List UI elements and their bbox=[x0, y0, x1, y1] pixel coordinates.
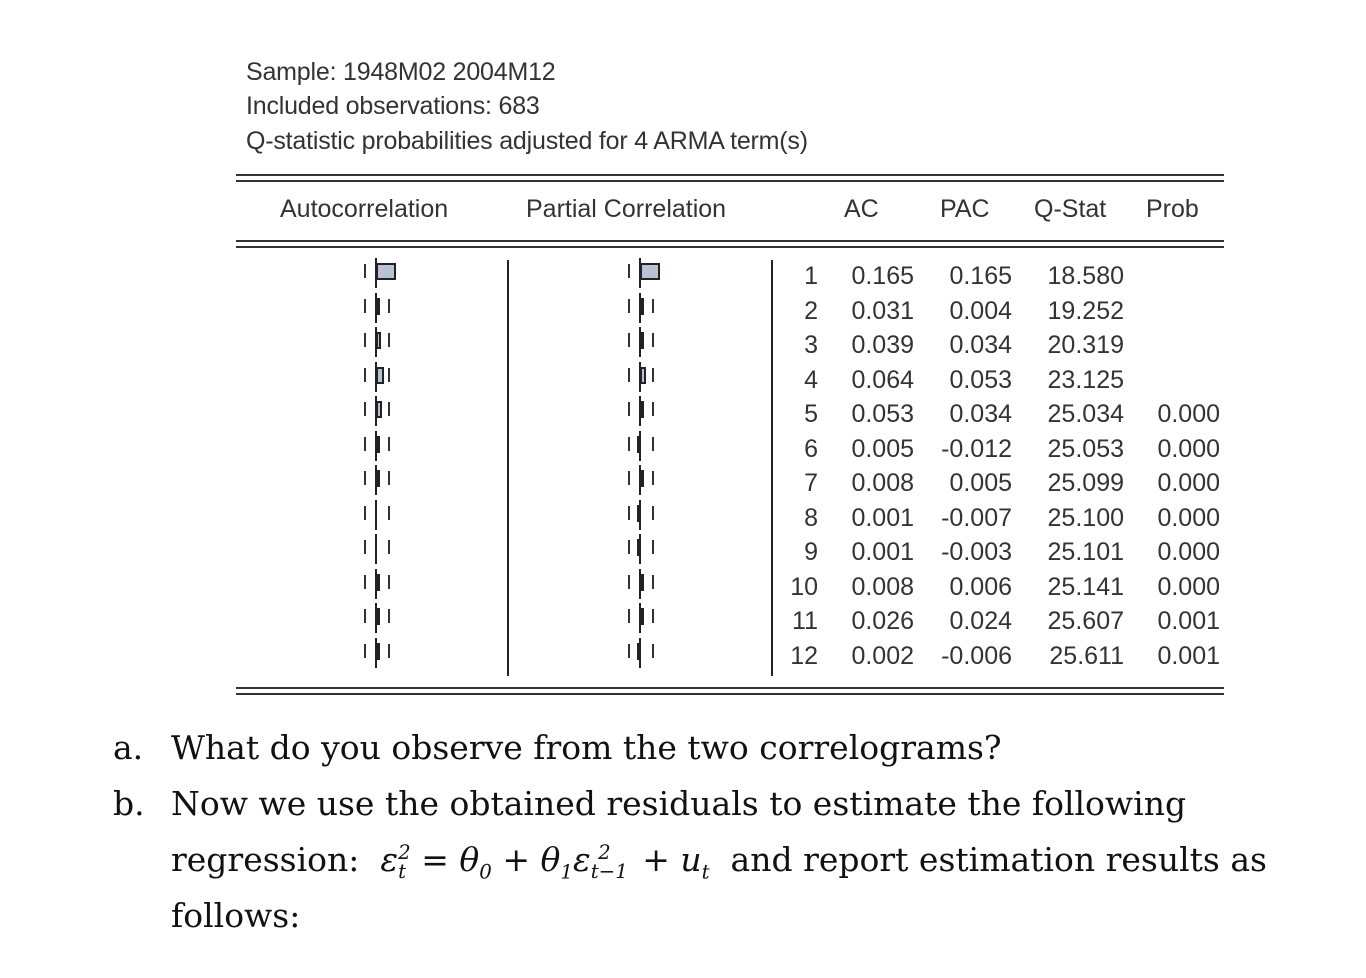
col-partial-correlation: Partial Correlation bbox=[526, 195, 727, 223]
ac-correlogram-upper-bound bbox=[388, 609, 390, 623]
ac-correlogram-upper-bound bbox=[388, 368, 390, 382]
qstat-cell: 19.252 bbox=[1047, 296, 1124, 325]
ac-correlogram-lower-bound bbox=[364, 333, 366, 347]
lag-cell: 2 bbox=[804, 296, 818, 325]
ac-correlogram-upper-bound bbox=[388, 437, 390, 451]
pac-correlogram-axis bbox=[639, 362, 641, 392]
pac-correlogram-upper-bound bbox=[652, 575, 654, 589]
lag-cell: 6 bbox=[804, 434, 818, 463]
lag-cell: 5 bbox=[804, 400, 818, 428]
col-autocorrelation: Autocorrelation bbox=[280, 195, 449, 223]
pac-correlogram-bar bbox=[640, 470, 644, 487]
ac-correlogram-axis bbox=[375, 258, 377, 288]
pac-correlogram-lower-bound bbox=[628, 644, 630, 658]
ac-correlogram-axis bbox=[375, 569, 377, 599]
ac-correlogram-axis bbox=[375, 465, 377, 495]
pac-correlogram-bar bbox=[640, 574, 644, 591]
pac-correlogram-bar bbox=[640, 263, 660, 280]
qstat-cell: 25.053 bbox=[1047, 434, 1124, 463]
pac-correlogram-upper-bound bbox=[652, 506, 654, 520]
ac-correlogram-upper-bound bbox=[388, 540, 390, 554]
pac-correlogram-lower-bound bbox=[628, 264, 630, 278]
ac-correlogram-upper-bound bbox=[388, 575, 390, 589]
bottom-rule-1 bbox=[236, 687, 1224, 689]
pac-correlogram-bar bbox=[637, 643, 641, 660]
pac-correlogram-lower-bound bbox=[628, 368, 630, 382]
ac-cell: 0.008 bbox=[851, 572, 914, 601]
pac-correlogram-lower-bound bbox=[628, 540, 630, 554]
pac-correlogram-axis bbox=[639, 293, 641, 323]
pac-cell: 0.024 bbox=[949, 607, 1012, 635]
pac-correlogram-axis bbox=[639, 327, 641, 357]
ac-correlogram-axis bbox=[375, 396, 377, 426]
col-ac: AC bbox=[844, 195, 879, 223]
qstat-cell: 25.101 bbox=[1047, 538, 1124, 566]
pac-correlogram-upper-bound bbox=[652, 540, 654, 554]
separator-1 bbox=[507, 260, 509, 676]
qstat-cell: 23.125 bbox=[1047, 365, 1124, 394]
pac-cell: -0.007 bbox=[941, 503, 1012, 532]
pac-correlogram-axis bbox=[639, 396, 641, 426]
ac-correlogram-axis bbox=[375, 638, 377, 668]
ac-correlogram-upper-bound bbox=[388, 299, 390, 313]
pac-correlogram-upper-bound bbox=[652, 264, 654, 278]
ac-cell: 0.053 bbox=[851, 400, 914, 428]
pac-correlogram-upper-bound bbox=[652, 644, 654, 658]
pac-cell: 0.005 bbox=[949, 469, 1012, 497]
prob-cell: 0.000 bbox=[1157, 469, 1220, 497]
prob-cell: 0.000 bbox=[1157, 538, 1220, 566]
ac-correlogram-axis bbox=[375, 603, 377, 633]
ac-correlogram-axis bbox=[375, 293, 377, 323]
pac-cell: -0.003 bbox=[941, 538, 1012, 566]
pac-correlogram-lower-bound bbox=[628, 506, 630, 520]
pac-cell: -0.012 bbox=[941, 434, 1012, 463]
pac-cell: 0.006 bbox=[949, 572, 1012, 601]
ac-correlogram-bar bbox=[376, 298, 380, 315]
lag-cell: 9 bbox=[804, 538, 818, 566]
prob-cell: 0.000 bbox=[1157, 572, 1220, 601]
ac-cell: 0.026 bbox=[851, 607, 914, 635]
pac-correlogram-lower-bound bbox=[628, 437, 630, 451]
pac-correlogram-lower-bound bbox=[628, 299, 630, 313]
lag-cell: 12 bbox=[790, 641, 818, 670]
ac-correlogram-lower-bound bbox=[364, 437, 366, 451]
pac-cell: 0.004 bbox=[949, 296, 1012, 325]
lag-cell: 11 bbox=[792, 607, 818, 635]
ac-correlogram-lower-bound bbox=[364, 471, 366, 485]
ac-correlogram-upper-bound bbox=[388, 333, 390, 347]
pac-correlogram-lower-bound bbox=[628, 402, 630, 416]
pac-cell: 0.165 bbox=[949, 262, 1012, 290]
ac-correlogram-axis bbox=[375, 431, 377, 461]
lag-cell: 1 bbox=[804, 262, 818, 290]
question-a-label: a. bbox=[113, 728, 144, 767]
pac-correlogram-upper-bound bbox=[652, 471, 654, 485]
pac-correlogram-axis bbox=[639, 603, 641, 633]
ac-correlogram-bar bbox=[376, 470, 380, 487]
qstat-cell: 25.099 bbox=[1047, 469, 1124, 497]
lag-cell: 4 bbox=[804, 365, 818, 394]
ac-cell: 0.008 bbox=[851, 469, 914, 497]
pac-correlogram-lower-bound bbox=[628, 333, 630, 347]
pac-correlogram-bar bbox=[637, 505, 641, 522]
pac-correlogram-bar bbox=[640, 332, 644, 349]
report-text: and report estimation results as bbox=[730, 840, 1267, 879]
ac-correlogram-lower-bound bbox=[364, 264, 366, 278]
prob-cell: 0.000 bbox=[1157, 434, 1220, 463]
qstat-note-line: Q-statistic probabilities adjusted for 4 ARMA term(s) bbox=[246, 127, 808, 155]
prob-cell: 0.000 bbox=[1157, 503, 1220, 532]
observations-line: Included observations: 683 bbox=[246, 92, 540, 120]
pac-correlogram-axis bbox=[639, 569, 641, 599]
pac-correlogram-axis bbox=[639, 465, 641, 495]
pac-correlogram-upper-bound bbox=[652, 609, 654, 623]
lag-cell: 7 bbox=[804, 469, 818, 497]
prob-cell: 0.001 bbox=[1157, 641, 1220, 670]
sample-line: Sample: 1948M02 2004M12 bbox=[246, 58, 556, 86]
ac-correlogram-axis bbox=[375, 362, 377, 392]
ac-cell: 0.064 bbox=[851, 365, 914, 394]
regression-word: regression: bbox=[171, 840, 360, 879]
bottom-rule-2 bbox=[236, 693, 1224, 695]
pac-correlogram-bar bbox=[640, 608, 644, 625]
pac-cell: 0.053 bbox=[949, 365, 1012, 394]
ac-cell: 0.001 bbox=[851, 503, 914, 532]
ac-correlogram-lower-bound bbox=[364, 540, 366, 554]
qstat-cell: 25.607 bbox=[1047, 607, 1124, 635]
pac-cell: 0.034 bbox=[949, 331, 1012, 359]
ac-correlogram-upper-bound bbox=[388, 471, 390, 485]
pac-correlogram-axis bbox=[639, 500, 641, 530]
pac-cell: -0.006 bbox=[941, 641, 1012, 670]
lag-cell: 10 bbox=[790, 572, 818, 601]
pac-correlogram-lower-bound bbox=[628, 609, 630, 623]
ac-correlogram-upper-bound bbox=[388, 506, 390, 520]
ac-correlogram-lower-bound bbox=[364, 368, 366, 382]
pac-correlogram-axis bbox=[639, 431, 641, 461]
question-b-label: b. bbox=[113, 784, 145, 823]
col-prob: Prob bbox=[1146, 195, 1199, 223]
ac-correlogram-lower-bound bbox=[364, 575, 366, 589]
ac-correlogram-lower-bound bbox=[364, 609, 366, 623]
ac-correlogram-axis bbox=[375, 500, 377, 530]
ac-correlogram-bar bbox=[376, 401, 382, 418]
ac-cell: 0.001 bbox=[851, 538, 914, 566]
pac-correlogram-upper-bound bbox=[652, 368, 654, 382]
ac-correlogram-upper-bound bbox=[388, 402, 390, 416]
ac-correlogram-bar bbox=[376, 608, 380, 625]
qstat-cell: 25.100 bbox=[1047, 503, 1124, 532]
ac-correlogram-upper-bound bbox=[388, 264, 390, 278]
top-rule-1 bbox=[236, 174, 1224, 176]
qstat-cell: 25.141 bbox=[1047, 572, 1124, 601]
lag-cell: 3 bbox=[804, 331, 818, 359]
separator-2 bbox=[771, 260, 773, 676]
question-b-line3: follows: bbox=[171, 896, 301, 935]
ac-correlogram-lower-bound bbox=[364, 644, 366, 658]
pac-correlogram-lower-bound bbox=[628, 471, 630, 485]
question-b-line2 bbox=[171, 840, 1267, 884]
pac-cell: 0.034 bbox=[949, 400, 1012, 428]
pac-correlogram-axis bbox=[639, 258, 641, 288]
pac-correlogram-bar bbox=[640, 401, 644, 418]
regression-equation: $\varepsilon_t^2 = \theta_0 + \theta_1\varepsilon_{t-1}^2$ + $u_t$ bbox=[369, 840, 710, 884]
qstat-cell: 25.611 bbox=[1049, 641, 1124, 670]
ac-correlogram-bar bbox=[376, 436, 380, 453]
pac-correlogram-bar bbox=[637, 539, 641, 556]
ac-correlogram-upper-bound bbox=[388, 644, 390, 658]
lag-cell: 8 bbox=[804, 503, 818, 532]
question-a-text: What do you observe from the two correlograms? bbox=[171, 728, 1002, 767]
pac-correlogram-lower-bound bbox=[628, 575, 630, 589]
question-b-line1: Now we use the obtained residuals to estimate the following bbox=[171, 784, 1187, 823]
col-pac: PAC bbox=[940, 195, 990, 223]
qstat-cell: 25.034 bbox=[1047, 400, 1124, 428]
ac-correlogram-bar bbox=[376, 367, 384, 384]
ac-correlogram-lower-bound bbox=[364, 299, 366, 313]
ac-correlogram-axis bbox=[375, 534, 377, 564]
pac-correlogram-bar bbox=[637, 436, 641, 453]
pac-correlogram-upper-bound bbox=[652, 299, 654, 313]
pac-correlogram-upper-bound bbox=[652, 437, 654, 451]
qstat-cell: 20.319 bbox=[1047, 331, 1124, 359]
pac-correlogram-upper-bound bbox=[652, 402, 654, 416]
qstat-cell: 18.580 bbox=[1047, 262, 1124, 290]
ac-cell: 0.002 bbox=[851, 641, 914, 670]
pac-correlogram-bar bbox=[640, 298, 644, 315]
pac-correlogram-upper-bound bbox=[652, 333, 654, 347]
ac-correlogram-bar bbox=[376, 332, 381, 349]
prob-cell: 0.001 bbox=[1157, 607, 1220, 635]
ac-cell: 0.165 bbox=[851, 262, 914, 290]
pac-correlogram-axis bbox=[639, 534, 641, 564]
pac-correlogram-axis bbox=[639, 638, 641, 668]
col-qstat: Q-Stat bbox=[1034, 195, 1107, 223]
top-rule-2 bbox=[236, 180, 1224, 182]
ac-correlogram-bar bbox=[376, 263, 396, 280]
prob-cell: 0.000 bbox=[1157, 400, 1220, 428]
ac-correlogram-axis bbox=[375, 327, 377, 357]
ac-cell: 0.005 bbox=[851, 434, 914, 463]
ac-cell: 0.031 bbox=[851, 296, 914, 325]
ac-cell: 0.039 bbox=[851, 331, 914, 359]
pac-correlogram-bar bbox=[640, 367, 646, 384]
ac-correlogram-bar bbox=[376, 574, 380, 591]
ac-correlogram-lower-bound bbox=[364, 506, 366, 520]
header-rule-2 bbox=[236, 246, 1224, 248]
ac-correlogram-lower-bound bbox=[364, 402, 366, 416]
header-rule-1 bbox=[236, 240, 1224, 242]
ac-correlogram-bar bbox=[376, 643, 380, 660]
